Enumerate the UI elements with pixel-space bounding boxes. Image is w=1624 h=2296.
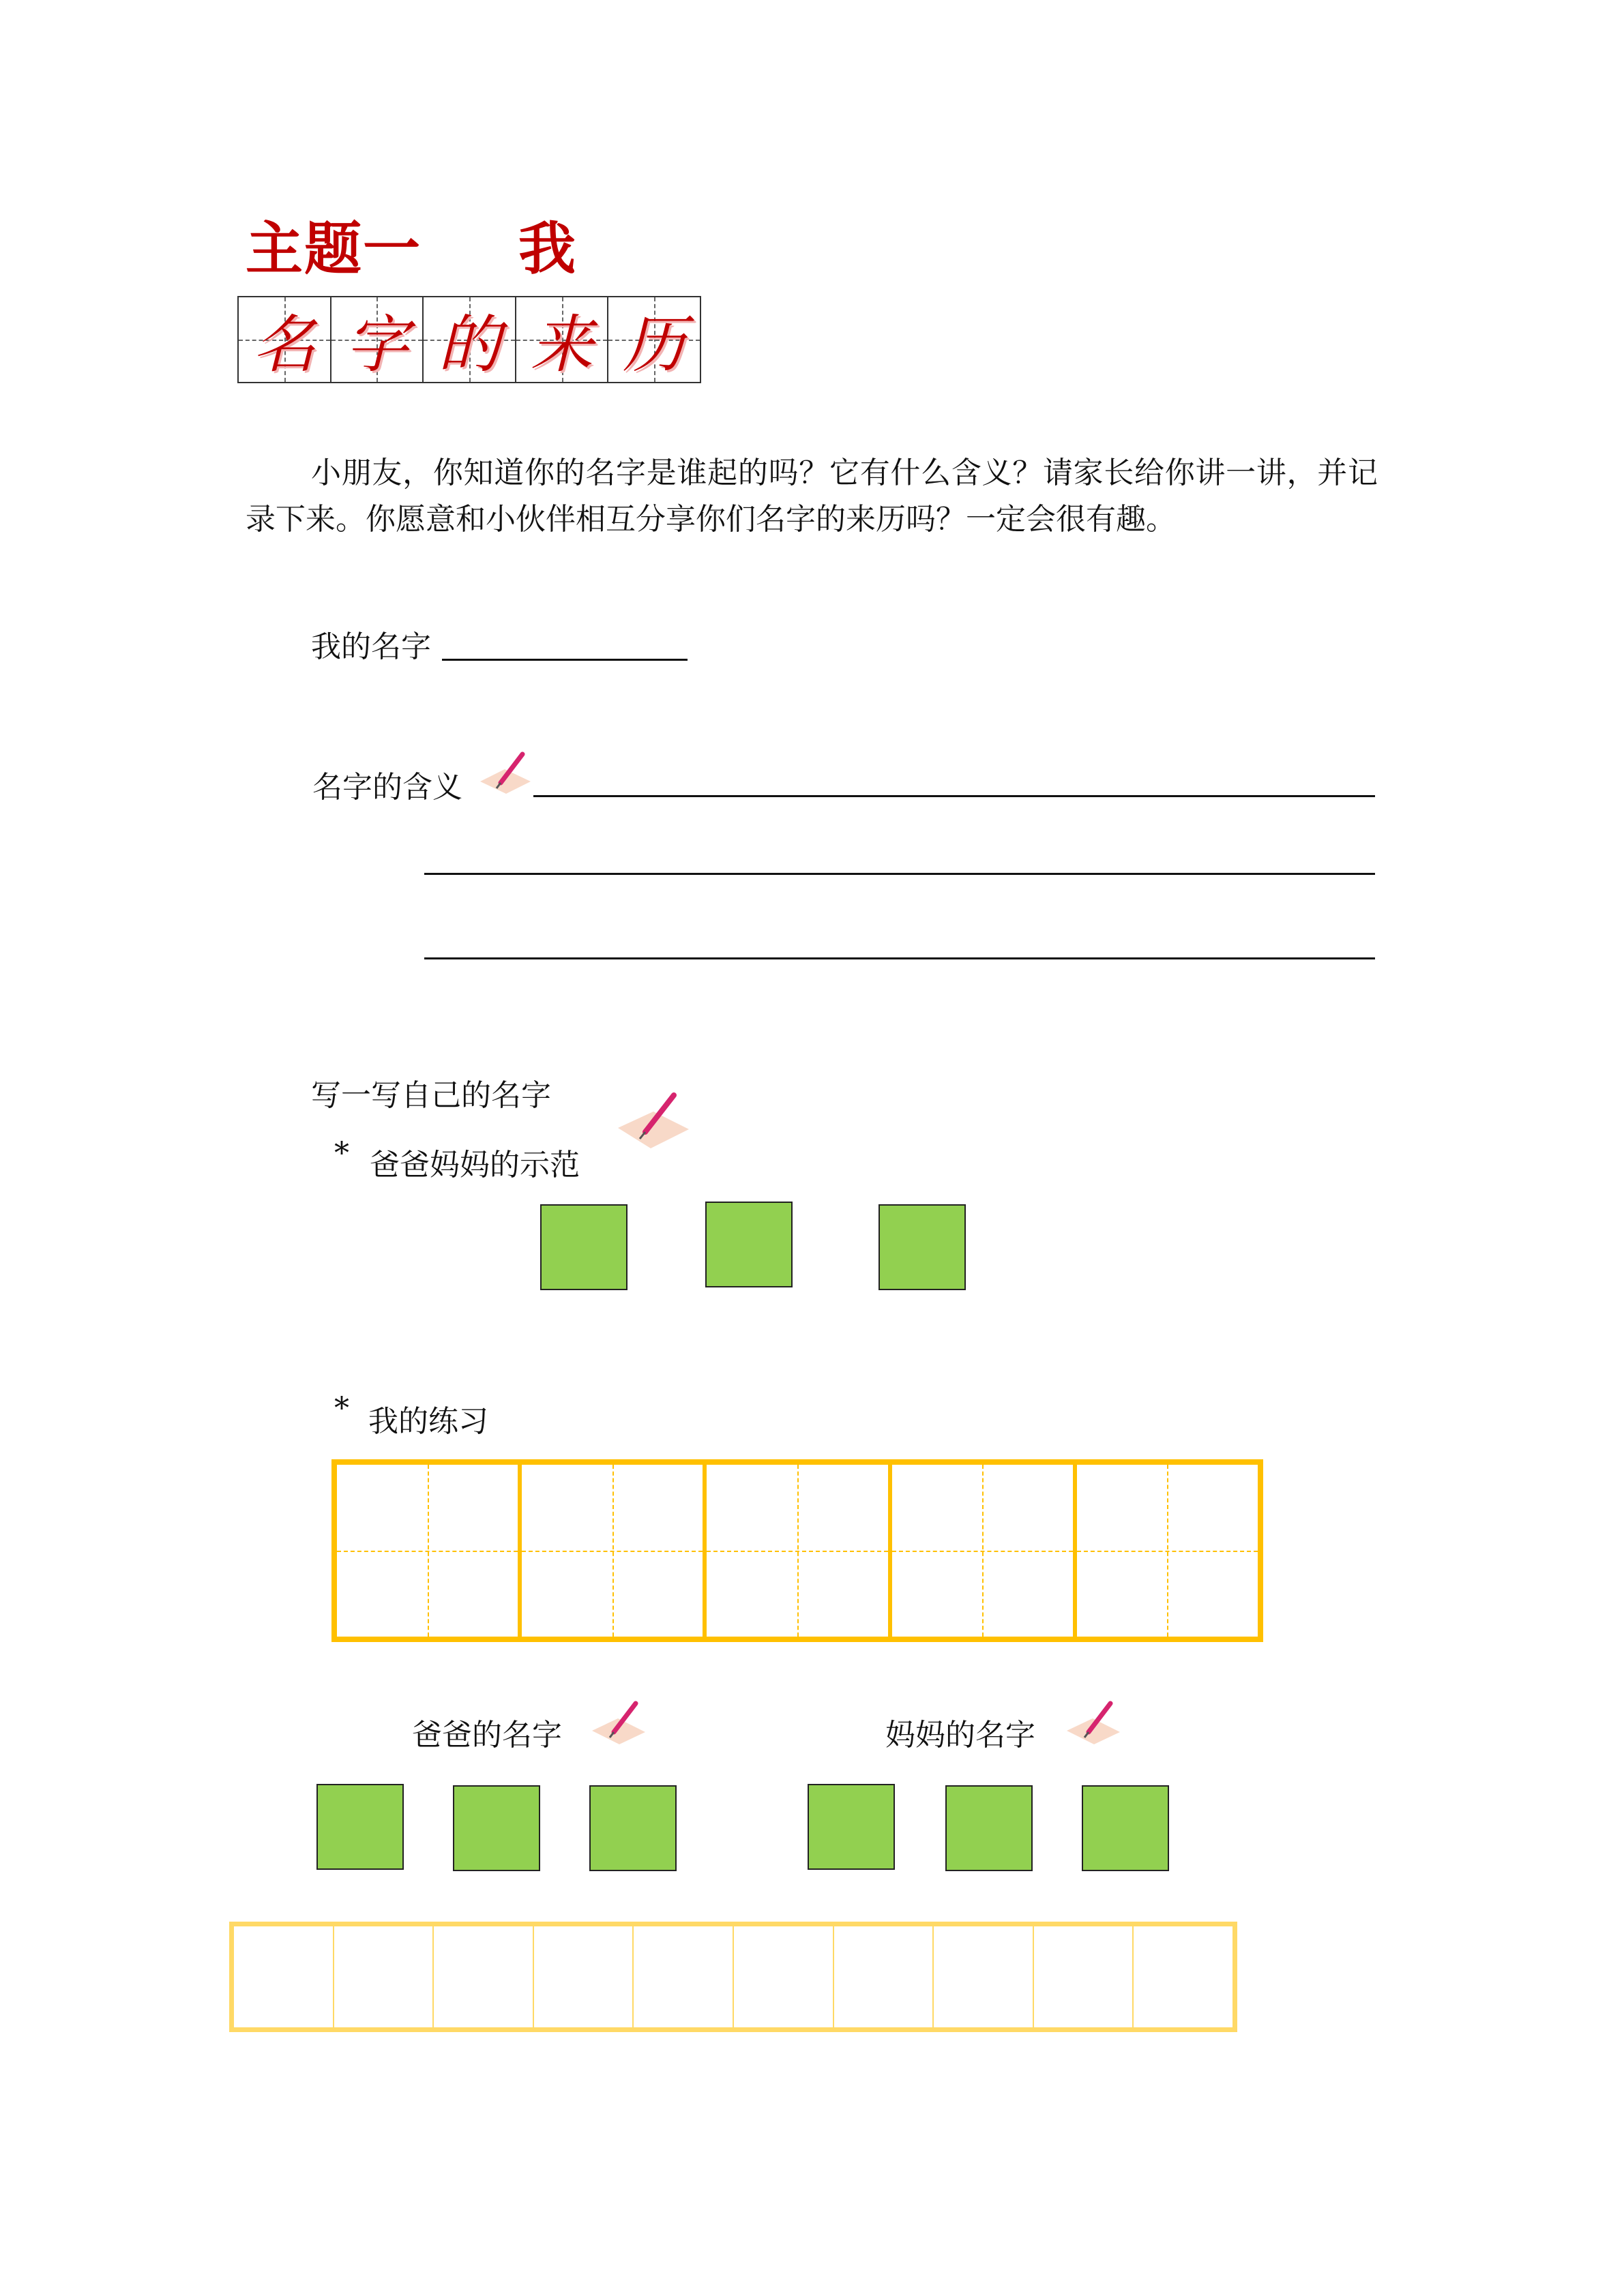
writing-cell[interactable] xyxy=(834,1926,934,2027)
pencil-icon xyxy=(612,1088,694,1157)
bullet: * xyxy=(334,1391,349,1426)
practice-cell[interactable] xyxy=(1077,1465,1258,1637)
heading-cell xyxy=(331,297,424,382)
mom-name-label: 妈妈的名字 xyxy=(885,1718,1035,1753)
writing-cell[interactable] xyxy=(234,1926,334,2027)
writing-cell[interactable] xyxy=(734,1926,834,2027)
writing-cell[interactable] xyxy=(934,1926,1034,2027)
pencil-icon xyxy=(1063,1701,1124,1748)
mom-name-box[interactable] xyxy=(1082,1785,1169,1871)
meaning-line-2[interactable] xyxy=(424,873,1375,875)
practice-cell[interactable] xyxy=(522,1465,707,1637)
intro-paragraph: 小朋友，你知道你的名字是谁起的吗？它有什么含义？请家长给你讲一讲，并记录下来。你愿意和小伙伴相互分享你们名字的来历吗？一定会很有趣。 xyxy=(246,456,1378,537)
practice-cell[interactable] xyxy=(707,1465,891,1637)
heading-char: 来 xyxy=(530,308,593,381)
dad-name-box[interactable] xyxy=(589,1785,677,1871)
mom-name-box[interactable] xyxy=(945,1785,1033,1871)
theme-title: 主题一 xyxy=(246,215,422,282)
heading-cell xyxy=(239,297,331,382)
writing-cell[interactable] xyxy=(534,1926,634,2027)
dad-name-box[interactable] xyxy=(453,1785,540,1871)
my-name-field[interactable] xyxy=(442,659,688,661)
heading-cell xyxy=(608,297,700,382)
practice-grid xyxy=(331,1459,1263,1642)
heading-grid xyxy=(237,296,701,383)
writing-cell[interactable] xyxy=(434,1926,534,2027)
demo-box[interactable] xyxy=(879,1204,966,1290)
heading-char: 的 xyxy=(437,308,501,381)
theme-topic: 我 xyxy=(518,215,576,282)
practice-label: 我的练习 xyxy=(368,1404,488,1439)
practice-cell[interactable] xyxy=(337,1465,522,1637)
pencil-icon xyxy=(588,1701,649,1748)
writing-cell[interactable] xyxy=(1134,1926,1232,2027)
write-section-title: 写一写自己的名字 xyxy=(311,1078,551,1113)
writing-row-grid xyxy=(229,1922,1237,2032)
writing-cell[interactable] xyxy=(1034,1926,1134,2027)
dad-name-label: 爸爸的名字 xyxy=(412,1718,562,1753)
demo-box[interactable] xyxy=(540,1204,628,1290)
demo-label: 爸爸妈妈的示范 xyxy=(370,1148,580,1182)
writing-cell[interactable] xyxy=(634,1926,734,2027)
meaning-line-3[interactable] xyxy=(424,957,1375,959)
meaning-label: 名字的含义 xyxy=(312,770,462,805)
heading-char: 历 xyxy=(623,308,686,381)
heading-char: 字 xyxy=(345,308,409,381)
writing-cell[interactable] xyxy=(334,1926,434,2027)
heading-cell xyxy=(424,297,516,382)
heading-cell xyxy=(516,297,609,382)
dad-name-box[interactable] xyxy=(316,1784,404,1870)
pencil-icon xyxy=(473,749,535,796)
practice-cell[interactable] xyxy=(892,1465,1077,1637)
bullet: * xyxy=(334,1136,349,1171)
mom-name-box[interactable] xyxy=(808,1784,895,1870)
meaning-line-1[interactable] xyxy=(533,795,1375,797)
demo-box[interactable] xyxy=(705,1202,793,1287)
heading-char: 名 xyxy=(252,308,316,381)
my-name-label: 我的名字 xyxy=(311,629,431,664)
